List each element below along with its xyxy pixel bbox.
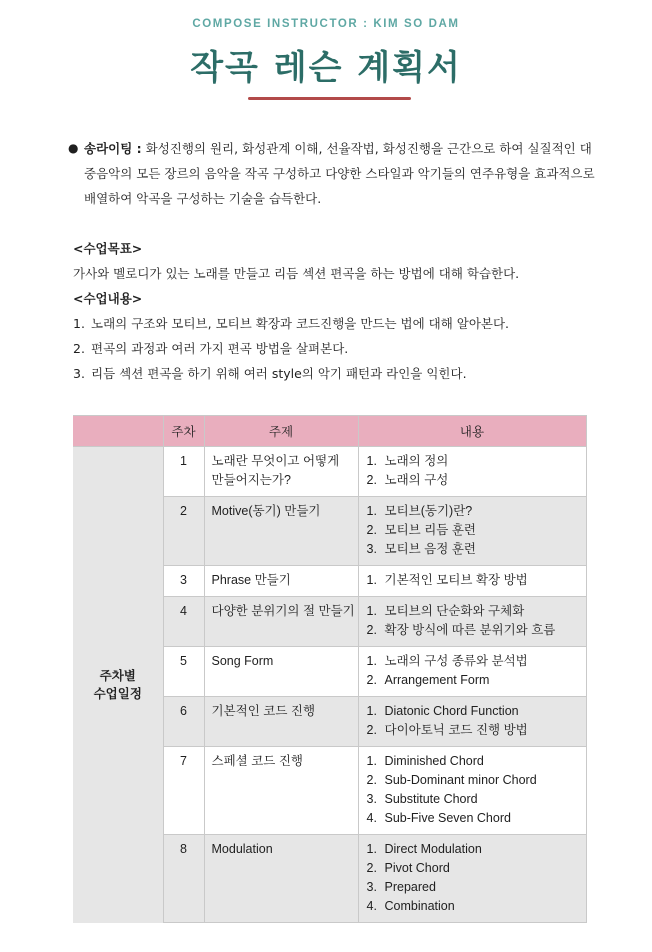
content-item [73, 311, 613, 336]
content-line-number: 3. [366, 792, 377, 806]
content-line-number: 2. [366, 623, 377, 637]
content-line-text: 노래의 구성 종류와 분석법 [384, 654, 528, 668]
week-contents [358, 597, 586, 647]
week-topic: Modulation [204, 835, 358, 923]
content-line-number: 2. [366, 773, 377, 787]
week-contents [358, 747, 586, 835]
content-line-number: 1. [366, 504, 377, 518]
content-line-number: 2. [366, 723, 377, 737]
week-number: 4 [163, 597, 204, 647]
week-topic: Phrase 만들기 [204, 566, 358, 597]
content-heading: <수업내용> [73, 291, 143, 306]
content-line-number: 2. [366, 861, 377, 875]
content-line [367, 840, 580, 859]
week-number: 5 [163, 647, 204, 697]
week-number: 7 [163, 747, 204, 835]
content-line-text: Sub-Dominant minor Chord [384, 773, 537, 787]
content-line [367, 471, 580, 490]
content-line-number: 1. [366, 654, 377, 668]
content-line-text: Arrangement Form [384, 673, 490, 687]
content-line-number: 1. [366, 704, 377, 718]
content-item-number: 3. [73, 366, 85, 381]
week-topic: Motive(동기) 만들기 [204, 497, 358, 566]
content-line-number: 4. [366, 811, 377, 825]
schedule-group-label [73, 447, 163, 923]
content-line-number: 2. [366, 523, 377, 537]
content-line-number: 1. [366, 842, 377, 856]
content-line [367, 859, 580, 878]
content-line-text: 모티브의 단순화와 구체화 [384, 604, 525, 618]
week-contents [358, 566, 586, 597]
title-underline [248, 97, 411, 100]
content-line [367, 502, 580, 521]
content-line [367, 790, 580, 809]
content-line-number: 2. [366, 673, 377, 687]
content-item-number: 1. [73, 316, 85, 331]
header-blank [73, 416, 163, 447]
group-label-line2: 수업일정 [93, 686, 142, 701]
week-number: 8 [163, 835, 204, 923]
content-line-text: 다이아토닉 코드 진행 방법 [384, 723, 528, 737]
intro-block [68, 136, 598, 211]
content-line-number: 1. [366, 573, 377, 587]
instructor-subtitle: COMPOSE INSTRUCTOR : KIM SO DAM [192, 18, 460, 30]
table-header-row [73, 416, 586, 447]
content-item [73, 336, 613, 361]
content-line [367, 809, 580, 828]
content-line-number: 3. [366, 880, 377, 894]
week-topic: 기본적인 코드 진행 [204, 697, 358, 747]
content-line [367, 671, 580, 690]
content-item-number: 2. [73, 341, 85, 356]
goal-heading: <수업목표> [73, 241, 143, 256]
goal-text: 가사와 멜로디가 있는 노래를 만들고 리듬 섹션 편곡을 하는 방법에 대해 학습한다. [73, 266, 520, 281]
week-contents [358, 647, 586, 697]
week-number: 1 [163, 447, 204, 497]
content-item-text: 편곡의 과정과 여러 가지 편곡 방법을 살펴본다. [91, 341, 349, 356]
intro-term: 송라이팅 : [84, 141, 142, 156]
content-item [73, 361, 613, 386]
goal-section [73, 236, 613, 286]
content-line-text: 확장 방식에 따른 분위기와 흐름 [384, 623, 556, 637]
header-contents: 내용 [358, 416, 586, 447]
group-label-line1: 주차별 [99, 668, 136, 683]
week-contents [358, 697, 586, 747]
week-contents [358, 835, 586, 923]
content-line-number: 2. [366, 473, 377, 487]
content-item-text: 리듬 섹션 편곡을 하기 위해 여러 style의 악기 패턴과 라인을 익힌다. [91, 366, 467, 381]
bullet-dot-icon: ● [68, 141, 79, 155]
content-line [367, 897, 580, 916]
content-line-text: 기본적인 모티브 확장 방법 [384, 573, 528, 587]
content-line-text: Direct Modulation [384, 842, 482, 856]
content-line-number: 1. [366, 454, 377, 468]
content-line-text: 모티브(동기)란? [384, 504, 473, 518]
week-number: 3 [163, 566, 204, 597]
intro-text: 화성진행의 원리, 화성관계 이해, 선율작법, 화성진행을 근간으로 하여 실질적인 대중음악의 모든 장르의 음악을 작곡 구성하고 다양한 스타일과 악기들의 연주유형을 효과적으로 배열하여 악곡을 구성하는 기술을 습득한다. [84, 141, 595, 206]
content-line-number: 1. [366, 754, 377, 768]
week-topic: 노래란 무엇이고 어떻게 만들어지는가? [204, 447, 358, 497]
content-line [367, 452, 580, 471]
content-line-text: Pivot Chord [384, 861, 450, 875]
content-line [367, 771, 580, 790]
week-contents [358, 497, 586, 566]
content-line-text: Diatonic Chord Function [384, 704, 519, 718]
table-row [73, 447, 586, 497]
content-line-text: Combination [384, 899, 455, 913]
content-line-text: 모티브 음정 훈련 [384, 542, 476, 556]
content-line-text: Sub-Five Seven Chord [384, 811, 511, 825]
content-line [367, 878, 580, 897]
content-line [367, 702, 580, 721]
content-line-text: 모티브 리듬 훈련 [384, 523, 476, 537]
week-number: 6 [163, 697, 204, 747]
content-line [367, 521, 580, 540]
content-line-text: Prepared [384, 880, 436, 894]
content-line-number: 3. [366, 542, 377, 556]
content-line [367, 752, 580, 771]
week-contents [358, 447, 586, 497]
content-line-text: 노래의 구성 [384, 473, 449, 487]
page-title: 작곡 레슨 계획서 [190, 48, 462, 88]
content-line [367, 721, 580, 740]
header-week: 주차 [163, 416, 204, 447]
content-line [367, 571, 580, 590]
content-line-number: 4. [366, 899, 377, 913]
content-line [367, 621, 580, 640]
week-topic: 다양한 분위기의 절 만들기 [204, 597, 358, 647]
week-number: 2 [163, 497, 204, 566]
content-line-number: 1. [366, 604, 377, 618]
content-line-text: Substitute Chord [384, 792, 478, 806]
content-line [367, 540, 580, 559]
content-item-text: 노래의 구조와 모티브, 모티브 확장과 코드진행을 만드는 법에 대해 알아본다. [91, 316, 510, 331]
weekly-schedule-table [73, 415, 587, 923]
content-line [367, 652, 580, 671]
content-section [73, 286, 613, 386]
content-line-text: Diminished Chord [384, 754, 484, 768]
week-topic: Song Form [204, 647, 358, 697]
intro-paragraph [84, 136, 598, 211]
header-topic: 주제 [204, 416, 358, 447]
content-line [367, 602, 580, 621]
content-line-text: 노래의 정의 [384, 454, 449, 468]
week-topic: 스페셜 코드 진행 [204, 747, 358, 835]
